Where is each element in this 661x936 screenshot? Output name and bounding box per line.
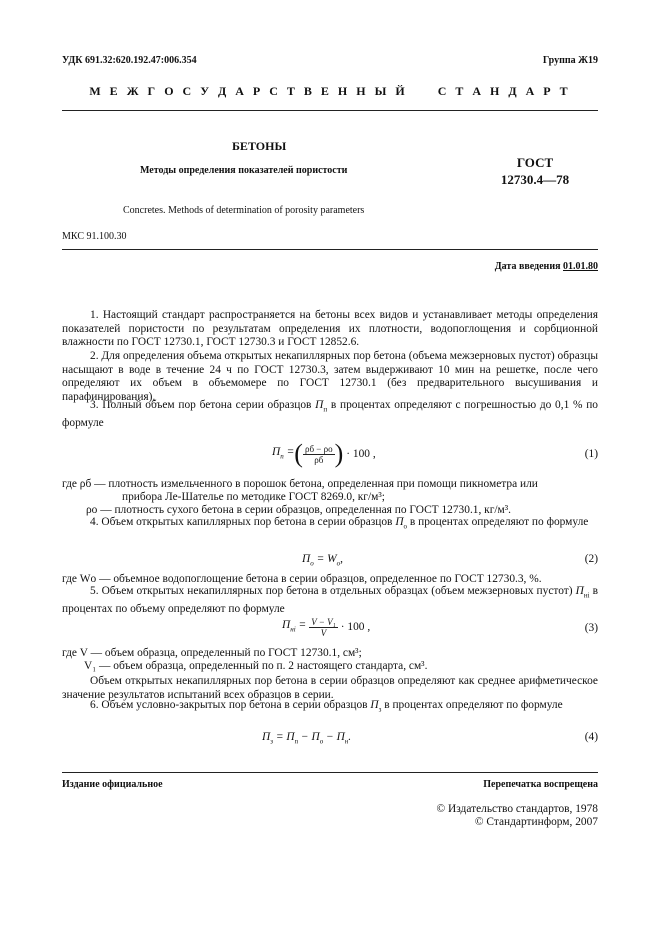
where-2: где Wо — объемное водопоглощение бетона в серии образцов, определенное по ГОСТ 12730.3, %. bbox=[62, 573, 542, 585]
footer-divider bbox=[62, 772, 598, 773]
paragraph-6: 6. Объем условно-закрытых пор бетона в серии образцов $П_з$ в процентах определяют по формуле bbox=[90, 699, 563, 714]
official-edition: Издание официальное bbox=[62, 779, 163, 790]
gost-number: 12730.4—78 bbox=[500, 172, 570, 187]
formula-1: $П_п$ = ( $\frac{\rho б - \rho о}{\rho б}$ ) · 100 , bbox=[272, 439, 376, 468]
intro-date bbox=[495, 261, 598, 272]
standard-type-heading: М Е Ж Г О С У Д А Р С Т В Е Н Н Ы Й С Т А Н Д А Р Т bbox=[89, 84, 571, 98]
formula-2: $П_о = W_о$, bbox=[302, 553, 343, 568]
paragraph-1: 1. Настоящий стандарт распространяется на бетоны всех видов и устанавливает методы определения показателей пористости по результатам определения их плотности, водопоглощения и сорбционной влажности по ГОСТ 12730.1, ГОСТ 12730.3 и ГОСТ 12852.6. bbox=[62, 309, 598, 349]
formula-3-numerator: V − V₁ bbox=[311, 616, 336, 627]
where-3-line-a: где V — объем образца, определенный по ГОСТ 12730.1, см³; bbox=[62, 647, 362, 659]
paragraph-3 bbox=[62, 399, 598, 430]
symbol-p: П bbox=[315, 399, 324, 411]
formula-3-number: (3) bbox=[584, 622, 598, 634]
paragraph-2: 2. Для определения объема открытых некапиллярных пор бетона (объема межзерновых пустот) образцы насыщают в воде в течение 24 ч по ГОСТ 12730.3, затем выдерживают 10 мин на решетке, после чего определяют их объем в объемомере по ГОСТ 12730.1 (без предварительного высушивания и парафинирования). bbox=[62, 350, 598, 403]
formula-1-number: (1) bbox=[584, 448, 598, 460]
formula-1-lhs: $П_п$ = bbox=[272, 445, 295, 461]
formula-4: $П_з = П_п - П_о - П_н$. bbox=[262, 731, 352, 746]
formula-1-tail: · 100 , bbox=[346, 448, 376, 460]
header-divider bbox=[62, 110, 598, 111]
paragraph-3-text-b: в процентах определяют с погрешностью до 0,1 % по формуле bbox=[62, 399, 598, 429]
formula-3: $П_{нi}$ = $\frac{\text{V − V₁}}{V}$ · 100 , bbox=[282, 616, 371, 638]
document-subtitle: Методы определения показателей пористости bbox=[140, 165, 348, 176]
where-3-line-b: V₁ — объем образца, определенный по п. 2 настоящего стандарта, см³. bbox=[84, 660, 428, 672]
document-title: БЕТОНЫ bbox=[232, 139, 287, 153]
mks-code: МКС 91.100.30 bbox=[62, 231, 127, 242]
symbol-p-sub: п bbox=[323, 405, 328, 414]
paragraph-5-text-b: в процентах по объему определяют по формуле bbox=[62, 585, 598, 615]
formula-3-tail: · 100 , bbox=[340, 621, 371, 633]
symbol-pni-sub: нi bbox=[583, 591, 590, 600]
symbol-pz-sub: з bbox=[378, 705, 382, 714]
where-1-line-b: прибора Ле-Шателье по методике ГОСТ 8269.0, кг/м³; bbox=[122, 491, 385, 503]
copyright-2007: © Стандартинформ, 2007 bbox=[474, 816, 598, 828]
formula-2-rhs: = W bbox=[316, 553, 337, 565]
paragraph-5: 5. Объем открытых некапиллярных пор бетона в отдельных образцах (объем межзерновых пустот) $П_{нi}$ в процентах по объему определяют по формуле bbox=[62, 585, 598, 615]
gost-label: ГОСТ bbox=[516, 155, 554, 170]
where-1-line-c: ρо — плотность сухого бетона в серии образцов, определенная по ГОСТ 12730.1, кг/м³. bbox=[86, 504, 512, 516]
formula-1-numerator: ρб − ρо bbox=[304, 443, 333, 454]
intro-date-label: Дата введения bbox=[494, 261, 561, 272]
udk-code: УДК 691.32:620.192.47:006.354 bbox=[62, 55, 197, 66]
paragraph-5-text-a: 5. Объем открытых некапиллярных пор бетона в отдельных образцах (объем межзерновых пустот) bbox=[90, 585, 573, 597]
intro-date-value: 01.01.80 bbox=[563, 261, 598, 272]
symbol-po-sub: о bbox=[403, 522, 408, 531]
formula-1-fraction bbox=[303, 444, 335, 465]
formula-2-number: (2) bbox=[584, 553, 598, 565]
paragraph-3-text-a: 3. Полный объем пор бетона серии образцов bbox=[90, 399, 312, 411]
title-divider bbox=[62, 249, 598, 250]
formula-3-denominator: V bbox=[320, 627, 327, 638]
paragraph-4-text-a: 4. Объем открытых капиллярных пор бетона в серии образцов bbox=[90, 516, 393, 528]
reprint-notice: Перепечатка воспрещена bbox=[483, 779, 598, 790]
paragraph-5-continued: Объем открытых некапиллярных пор бетона в серии образцов определяют как среднее арифметическое значение результатов испытаний всех образцов в серии. bbox=[62, 675, 598, 701]
where-1-line-a: где ρб — плотность измельченного в порошок бетона, определенная при помощи пикнометра или bbox=[62, 478, 538, 490]
formula-1-denominator: ρб bbox=[314, 454, 324, 465]
english-title: Concretes. Methods of determination of porosity parameters bbox=[123, 205, 365, 216]
copyright-1978: © Издательство стандартов, 1978 bbox=[436, 803, 598, 815]
paragraph-4: 4. Объем открытых капиллярных пор бетона в серии образцов $П_о$ в процентах определяют по формуле bbox=[90, 516, 589, 531]
formula-3-fraction bbox=[309, 617, 338, 638]
group-code: Группа Ж19 bbox=[542, 55, 598, 66]
paragraph-4-text-b: в процентах определяют по формуле bbox=[409, 516, 589, 528]
formula-4-number: (4) bbox=[584, 731, 598, 743]
paragraph-6-text-a: 6. Объем условно-закрытых пор бетона в серии образцов bbox=[90, 699, 368, 711]
paragraph-6-text-b: в процентах определяют по формуле bbox=[384, 699, 563, 711]
